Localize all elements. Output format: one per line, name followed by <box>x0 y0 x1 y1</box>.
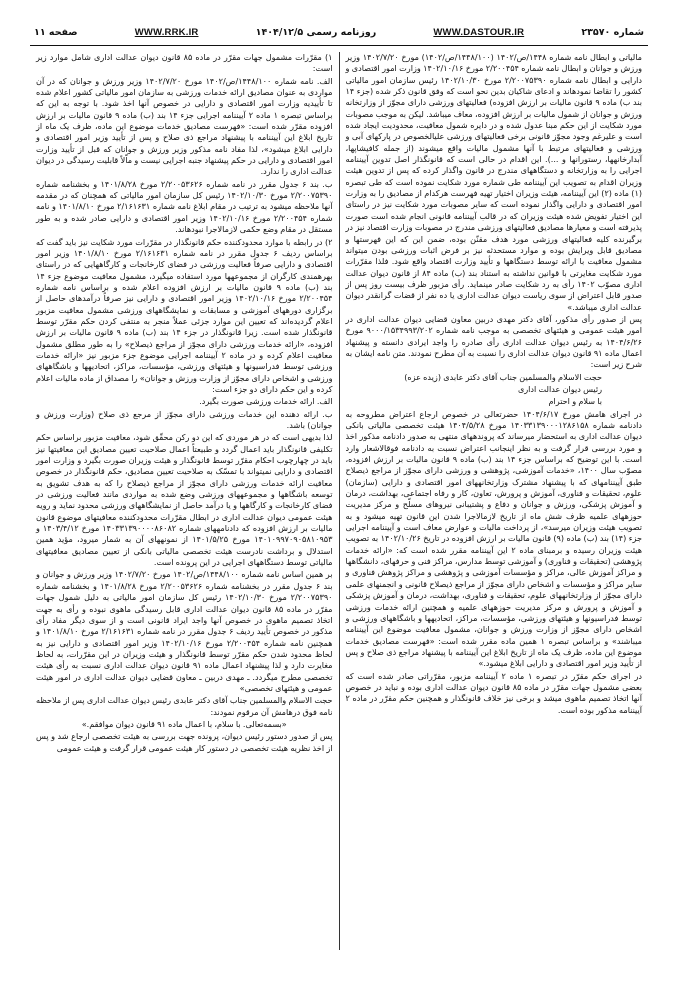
left-column <box>30 52 339 950</box>
newspaper-date: روزنامه رسمی ۱۴۰۴/۱۲/۵ <box>255 26 377 38</box>
paragraph: حجت الاسلام والمسلمین جناب آقای دکتر عابدی رئیس دیوان عدالت اداری پس از ملاحظه نامه فوق درهامش آن مرقوم نمودند: <box>36 695 333 717</box>
letter-recipient: رئیس دیوان عدالت اداری <box>517 383 602 394</box>
paragraph: پس از صدور رأی مذکور، آقای دکتر مهدی دربین معاون قضایی دیوان عدالت اداری در امور هیئت عمومی و هیئتهای تخصصی به موجب نامه شماره ۹۰۰۰/۱۵۳۴۹۹۳/۲۰۲ مورخ ۱۴۰۴/۶/۲۶ به رئیس دیوان عدالت اداری رأی صادره را واجد ایرادی دانسته و پیشنهاد اعمال ماده ۹۱ قانون دیوان عدالت اداری را نسبت به آن مطرح نمودند. متن نامه ایشان به شرح زیر است: <box>345 313 642 370</box>
page-header <box>34 22 644 42</box>
paragraph: پس از صدور دستور رئیس دیوان، پرونده جهت بررسی به هیئت تخصصی ارجاع شد و پس از اخذ نظریه هیئت تخصصی در دستور کار هیئت عمومی قرار گرفت و هیئت عمومی <box>36 731 333 753</box>
paragraph: الف. ارائه خدمات ورزشی صورت بگیرد. <box>199 396 333 407</box>
page-number: صفحه ۱۱ <box>34 26 78 38</box>
paragraph: الف. نامه شماره ۱۴۴۸/۱۰۰/ص/۱۴۰۲ مورخ ۱۴۰۲/۷/۲۰ وزیر ورزش و جوانان که در آن مواردی به عنوان مصادیق ارائه خدمات ورزشی به سازمان امور مالیاتی کشور اعلام شده تا تأییدیه وزارت امور اقتصادی و دارایی در خصوص آنها اخذ شود. با توجه به این که براساس تبصره ۱ ماده ۲ آییننامه اجرایی جزء ۱۴ بند (ب) ماده ۹ قانون مالیات بر ارزش افزوده مقرّر شده است: «فهرست مصادیق خدمات موضوع این ماده، ظرف یک ماه از تاریخ ابلاغ این آییننامه با پیشنهاد مراجع ذی صلاح و پس از تأیید وزیر امور اقتصادی و دارایی ابلاغ میشود»، لذا مفاد نامه مذکور وزیر ورزش و جوانان که قبل از تأیید وزارت امور اقتصادی و دارایی در حکم پیشنهاد جنبه اجرایی نیست و ماّلاً قابلیت رسیدگی در دیوان عدالت اداری را ندارد. <box>36 75 333 177</box>
paragraph: ۲) در رابطه با موارد محدودکننده حکم قانونگذار در مقرّرات مورد شکایت نیز باید گفت که براساس ردیف ۶ جدول مقرر در نامه شماره ۲/۱۶۱۶۳۱ مورخ ۱۴۰۱/۸/۱۰ وزیر امور اقتصادی و دارایی صرفاً فعالیت ورزشی در فضای کارخانجات و کارگاههایی که در راستای بهرهمندی کارگران از مجموعهها مورد استفاده میگیرد، مشمول معافیت موضوع جزء ۱۴ بند (ب) ماده ۹ قانون مالیات بر ارزش افزوده اعلام شده و براساس نامه شماره ۲/۲۰۰۴۵۴ مورخ ۱۴۰۲/۱۰/۱۶ وزیر امور اقتصادی و دارایی نیز صرفاً درآمدهای حاصل از برگزاری دورههای آموزشی و مسابقات و نمایشگاههای ورزشی مشمول معافیت مزبور اعلام گردیده‌اند که تعیین این موارد جزئی عملاً منجر به منتفی کردن حکم مقرّر توسط قانونگذار شده است. زیرا قانونگذار در جزء ۱۴ بند (ب) ماده ۹ قانون مالیات بر ارزش افزوده، «ارائه خدمات ورزشی دارای مجوّز از مراجع ذیصلاح» را به طور مطلق مشمول معافیت اعلام کرده و در ماده ۲ آییننامه اجرایی موضوع جزء مزبور نیز «ارائه خدمات ورزشی توسط فدراسیونها و هیئتهای ورزشی، مؤسسات، مراکز، اتحادیهها و باشگاههای ورزشی و اشخاص دارای مجوّز از وزارت ورزش و جوانان» را مصداق از ماده مالیات اعلام کرده و این حکم دارای دو جزء است: <box>36 236 333 394</box>
paragraph: ب. بند ۶ جدول مقرر در نامه شماره ۲/۲۰۰۵۳۶۲۶ مورخ ۱۴۰۱/۸/۲۸ و بخشنامه شماره ۲/۲۰۰۷۵۳۹۰ مورخ ۱۴۰۲/۱۰/۳۰ رئیس کل سازمان امور مالیاتی که همچنان که در مقدمه آنها ملاحظه میشود به ترتیب در مقام ابلاغ نامه شماره ۲/۱۶۱۶۳۱ مورخ ۱۴۰۱/۸/۱۰ و نامه شماره ۲/۲۰۰۴۵۴ مورخ ۱۴۰۲/۱۰/۱۶ وزیر امور اقتصادی و دارایی صادر شده و به طور مستقل در مقام وضع حکمی لازمالاجرا نبودهاند. <box>36 178 333 235</box>
paragraph: ۱) مقرّرات مشمول جهات مقرّر در ماده ۸۵ قانون دیوان عدالت اداری شامل موارد زیر است: <box>36 52 333 74</box>
right-column <box>340 52 649 950</box>
rrk-link[interactable]: WWW.RRK.IR <box>134 26 199 38</box>
dastour-link[interactable]: WWW.DASTOUR.IR <box>433 26 525 38</box>
letter-salutation: حجت الاسلام والمسلمین جناب آقای دکتر عابدی (زیده عزه) <box>404 371 602 382</box>
issue-number: شماره ۲۳۵۷۰ <box>581 26 644 38</box>
paragraph: بر همین اساس نامه شماره ۱۴۴۸/۱۰۰/ص/۱۴۰۲ مورخ ۱۴۰۲/۷/۲۰ وزیر ورزش و جوانان و بند ۶ جدول مقرر در بخشنامه شماره ۲/۲۰۰۵۳۶۲۶ مورخ ۱۴۰۱/۸/۲۸ و بخشنامه شماره ۲/۲۰۰۷۵۳۹۰ مورخ ۱۴۰۲/۱۰/۳۰ رئیس کل سازمان امور مالیاتی به دلیل شمول جهات مقرّر در ماده ۸۵ قانون دیوان عدالت اداری قابل رسیدگی ماهوی نبوده و رأی به جهت اتخاذ تصمیم ماهوی در خصوص آنها واجد ایراد قانونی است و از سوی دیگر مفاد رأی مذکور در خصوص تأیید ردیف ۶ جدول مقرر در نامه شماره ۲/۱۶۱۶۳۱ مورخ ۱۴۰۱/۸/۱۰ و همچنین نامه شماره ۲/۲۰۰۴۵۴ مورخ ۱۴۰۲/۱۰/۱۶ وزیر امور اقتصادی و دارایی نیز به لحاظ محدود شدن حکم مقرّر توسط قانونگذار و هیئت وزیران در این مقرّرات، به لحاظ مغایرت دارد و لذا پیشنهاد اعمال ماده ۹۱ قانون دیوان عدالت اداری نسبت به رأی هیئت تخصصی مطرح میگردد. ـ مهدی دربین ـ معاون قضایی دیوان عدالت اداری در امور هیئت عمومی و هیئتهای تخصصی» <box>36 569 333 693</box>
letter-greeting: با سلام و احترام <box>548 396 602 407</box>
paragraph: مالیاتی و ابطال نامه شماره ۱۴۴۸/ص/۱۴۰۲ (۱۴۴۸/۱۰۰/ص/۱۴۰۲) مورخ ۱۴۰۲/۷/۲۰ وزیر ورزش و جوانان و ابطال نامه شماره ۲/۲۰۰۴۵۴ مورخ ۱۴۰۲/۱۰/۱۶ وزارت امور اقتصادی و دارایی و ابطال نامه شماره ۲/۲۰۰۷۵۳۹۰ مورخ ۱۴۰۲/۱۰/۳۰ رئیس سازمان امور مالیاتی کشور را تقاضا نمودهاند و ادعای شاکیان بدین نحو است که وفق قانون ذکر شده (جزء ۱۴ بند ب) ماده ۹ قانون مالیات بر ارزش افزوده) فعالیتهای ورزشی دارای مجوّز از وزارتخانه ورزش و جوانان از شمول مالیات بر ارزش افزوده، معاف میباشد. لیکن به موجب مصوبات مورد شکایت از این حکم مبنا عدول شده و در دایره شمول معافیت، محدودیت ایجاد شده است و علیرغم وجود مجوّز قانونی برخی فعالیتهای ورزشی علیالخصوص در پارکهای آبی و ورزشی و فعالیتهای مرتبط با آنها مشمول مالیات واقع میشوند (از جمله کافیشاپها، آبدارخانهها، رستورانها و ...). این اقدام در حالی است که قانونگذار اصل تدوین آییننامه اجرایی را به وزارتخانه و دستگاههای مندرج در قانون واگذار کرده که پس از تدوین هیئت وزیران اقدام به تصویب این آییننامه طی شماره مورد شکایت نموده است که طی تبصره (۱) ماده (۲) این آییننامه، هیئت وزیران اختیار تهیه فهرست هرکدام از مصادیق را به وزارت امور اقتصادی و دارایی واگذار نموده است که سایر مصوبات مورد شکایت نیز در راستای این اختیار تفویض شده هیئت وزیران که در قالب آییننامه قانونی انجام شده است صورت پذیرفته است و معیارها مصادیق فعالیتهای ورزشی مندرج در مصوبات وزارت اقتصاد نیز در برگیرنده کلیه فعالیتهای ورزشی مورد هدف مقنّن بوده، ضمن این که این فهرستها و مصادیق قابل ویرایش بوده و موارد مستحدثه نیز بر فرض اثبات ورزشی بودن میتواند مشمول معافیت با ارائه توسط دستگاهها و تأیید وزارت اقتصاد واقع شود. فلذا مقرّرات مورد شکایت مغایرتی با قوانین نداشته به استناد بند (ب) ماده ۸۴ از قانون دیوان عدالت اداری مصوّب ۱۴۰۲ رأی به رد شکایت صادر مینماید. رأی مزبور ظرف بیست روز پس از صدور قابل اعتراض از سوی ریاست دیوان عدالت اداری یا ده نفر از قضات گرانقدر دیوان عدالت اداری میباشد.» <box>345 52 643 312</box>
paragraph: در اجرای حکم مقرّر در تبصره ۱ ماده ۲ آییننامه مزبور، مقرّراتی صادر شده است که بعضی مشمول جهات مقرّر در ماده ۸۵ قانون دیوان عدالت اداری بوده و نباید در خصوص آنها اتخاذ تصمیم ماهوی میشد و برخی نیز خلاف قانونگذار و همچنین حکم مقرّر در ماده ۲ آییننامه مذکور بوده است. <box>345 670 643 715</box>
header-divider <box>30 45 648 46</box>
president-note: «بسمه‌تعالی. با سلام، با اعمال ماده ۹۱ قانون دیوان موافقم.» <box>81 718 287 729</box>
column-divider <box>339 52 340 950</box>
article-body <box>30 52 648 950</box>
paragraph: در اجرای هامش مورخ ۱۴۰۴/۶/۱۷ حضرتعالی در خصوص ارجاع اعتراض مطروحه به دادنامه شماره ۱۴۰۳۳۱۳۹۰۰۰۱۲۸۶۱۵۸ مورخ ۱۴۰۴/۵/۲۸ هیئت تخصصی مالیاتی بانکی دیوان عدالت اداری به استحضار میرساند که پروندههای منتهی به صدور دادنامه مذکور اخذ و مورد بررسی قرار گرفت و به نظر اینجانب اعتراض نسبت به دادنامه فوقالاشعار وارد است. با این توضیح که براساس جزء ۱۴ بند (ب) ماده ۹ قانون مالیات بر ارزش افزوده، مصوّب سال ۱۴۰۰، «خدمات آموزشی، پژوهشی و ورزشی دارای مجوّز از مراجع ذیصلاح طبق آییننامهای که با پیشنهاد مشترک وزارتخانههای امور اقتصادی و دارایی (سازمان) علوم، تحقیقات و فناوری، آموزش و پرورش، تعاون، کار و رفاه اجتماعی، بهداشت، درمان و آموزش پزشکی، ورزش و جوانان و دفاع و پشتیبانی نیروهای مسلّح و مرکز مدیریت حوزههای علمیه ظرف شش ماه از تاریخ لازمالاجرا شدن این قانون تهیه میشود و به تصویب هیئت وزیران میرسد»، از پرداخت مالیات و عوارض معاف است و آییننامه اجرایی جزء (۱۴) بند (ب) ماده (۹) قانون مالیات بر ارزش افزوده در تاریخ ۱۴۰۲/۱۰/۲۶ به تصویب هیئت وزیران رسیده و برمبنای ماده ۲ این آییننامه مقرر شده است که: «ارائه خدمات پژوهشی (تحقیقات و فناوری) و آموزشی توسط مدارس، مراکز فنی و حرفهای، دانشگاهها و مراکز آموزش عالی، مراکز و مؤسسات آموزشی و پژوهشی و مراکز پژوهش فناوری و سایر مراکز و مؤسسات و اشخاص دارای مجوّز از مراجع ذیصلاح قانونی و انجمنهای علمی دارای مجوّز از وزارتخانههای علوم، تحقیقات و فناوری، بهداشت، درمان و آموزش پزشکی و آموزش و پرورش و مرکز مدیریت حوزههای علمیه و همچنین ارائه خدمات ورزشی توسط فدراسیونها و هیئتهای ورزشی، مؤسسات، مراکز، اتحادیهها و باشگاههای ورزشی و اشخاص دارای مجوّز از وزارت ورزش و جوانان، مشمول معافیت موضوع این آییننامه میباشند» و براساس تبصره ۱ همین ماده مقرر شده است: «فهرست مصادیق خدمات موضوع این ماده، ظرف یک ماه از تاریخ ابلاغ این آییننامه با پیشنهاد مراجع ذی صلاح و پس از تأیید وزیر امور اقتصادی و دارایی ابلاغ میشود.» <box>345 408 642 669</box>
paragraph: ب. ارائه دهنده این خدمات ورزشی دارای مجوّز از مرجع ذی صلاح (وزارت ورزش و جوانان) باشد. <box>36 408 333 430</box>
paragraph: لذا بدیهی است که در هر موردی که این دو رکن محقّق شود، معافیت مزبور براساس حکم تکلیفی قانونگذار باید اعمال گردد و طبیعتاً اعمال صلاحیت تعیین مصادیق این معافیتها نیز باید در چهارچوب احکام مقرّر توسط قانونگذار و هیئت وزیران صورت بگیرد و وزارت امور اقتصادی و دارایی نمیتواند با تمسّک به صلاحیت تعیین مصادیق، حکم قانونگذار در خصوص معافیت ارائه خدمات ورزشی دارای مجوّز از مراجع ذیصلاح را که به هدف تشویق به توسعه باشگاهها و مجموعههای ورزشی وضع شده به مواردی مانند فعالیت ورزشی در فضای کارخانجات و کارگاهها و یا درآمد حاصل از نمایشگاههای ورزشی محدود نماید و رویه هیئت عمومی دیوان عدالت اداری در ابطال مقرّرات محدودکننده معافیتهای موضوع قانون مالیات بر ارزش افزوده که دادنامههای شماره ۱۴۰۳۳۱۳۹۰۰۰۰۸۶۰۸۲ مورخ ۱۴۰۳/۴/۱۲ و ۱۴۰۱۰۹۹۷۰۹۰۵۸۱۰۹۵۳ مورخ ۱۴۰۱/۵/۲۵ از نمونههای آن به شمار میرود، مؤید همین استدلال و برداشت نادرست هیئت تخصصی مالیاتی بانکی از تعیین مصادیق معافیتهای مالیاتی توسط دستگاههای اجرایی در این پرونده است. <box>36 432 333 568</box>
